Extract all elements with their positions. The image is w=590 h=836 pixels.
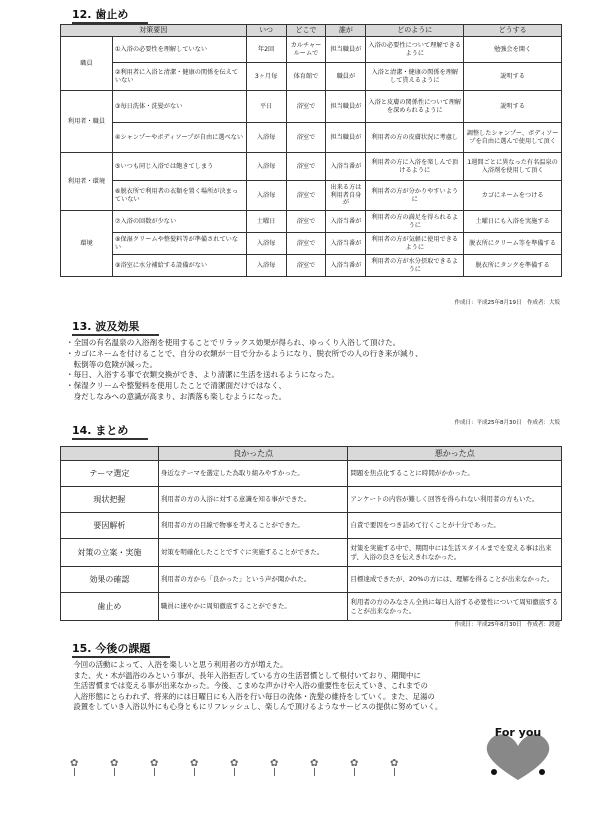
table-row — [61, 37, 562, 63]
cell: 説明する — [464, 63, 562, 91]
cell: カゴにネームをつける — [464, 181, 562, 211]
cell: テーマ選定 — [61, 461, 159, 487]
cell: 浴室で — [286, 91, 326, 123]
cell: 入浴当番が — [326, 233, 366, 255]
flower-icon — [310, 758, 320, 776]
s13-body: ・全国の有名温泉の入浴剤を使用することでリラックス効果が得られ、ゆっくり入浴して頂けた。 ・カゴにネームを付けることで、自分の衣類が一目で分かるようになり、脱衣所での人の行き来が減り、 転倒等の危険が減った。 ・毎日、入浴する事で衣類交換ができ、より清潔に生活を送れるようになった。 ・保湿クリームや整髪料を使用したことで清潔面だけではなく、 身だしなみへの意識が高まり、お洒落も楽しむようになった。 — [66, 338, 423, 401]
cell: 利用者の方に入浴を楽しんで頂けるように — [366, 153, 464, 181]
section-14-title: 14. まとめ — [72, 424, 129, 437]
table-header-row — [61, 25, 562, 37]
header-cell: いつ — [246, 25, 286, 37]
table-row — [61, 123, 562, 153]
cell: 利用者の方から「良かった」という声が聞かれた。 — [158, 567, 348, 593]
table-row — [61, 211, 562, 233]
table-row — [61, 461, 562, 487]
cell: 入浴毎 — [246, 153, 286, 181]
for-you-text: For you — [494, 726, 542, 739]
group-cell: 職員 — [61, 37, 113, 91]
flower-icon — [190, 758, 200, 776]
cell: 調整したシャンプー、ボディソープを自由に選んで使用して頂く — [464, 123, 562, 153]
group-cell: 利用者・職員 — [61, 91, 113, 153]
cell: 歯止め — [61, 593, 159, 621]
flower-icon — [150, 758, 160, 776]
cell: 利用者の方のみなさん全員に毎日入浴する必要性について周知徹底することが出来なかった。 — [348, 593, 562, 621]
flower-decoration — [70, 758, 400, 776]
cell: 勉強会を開く — [464, 37, 562, 63]
cell: 浴室で — [286, 255, 326, 277]
table-row — [61, 255, 562, 277]
cell: 浴室で — [286, 233, 326, 255]
header-cell — [61, 447, 159, 461]
table-row — [61, 593, 562, 621]
s12-meta: 作成日：平成25年8月19日 作成者：大坂 — [454, 300, 560, 306]
cell: ②利用者に入浴と清潔・健康の関係を伝えていない — [112, 63, 246, 91]
cell: 年2回 — [246, 37, 286, 63]
cell: 入浴毎 — [246, 123, 286, 153]
cell: 土曜日にも入浴を実施する — [464, 211, 562, 233]
table-row — [61, 63, 562, 91]
cell: 入浴当番が — [326, 255, 366, 277]
flower-icon — [110, 758, 120, 776]
cell: 入浴の必要性について理解できるように — [366, 37, 464, 63]
cell: 利用者の方の目線で物事を考えることができた。 — [158, 513, 348, 539]
cell: 利用者の方が水分摂取できるように — [366, 255, 464, 277]
group-cell: 環境 — [61, 211, 113, 277]
cell: 浴室で — [286, 153, 326, 181]
cell: 目標達成できたが、20%の方には、理解を得ることが出来なかった。 — [348, 567, 562, 593]
cell: 3ヶ月毎 — [246, 63, 286, 91]
cell: 脱衣所にクリーム等を準備する — [464, 233, 562, 255]
flower-icon — [230, 758, 240, 776]
cell: 入浴当番が — [326, 211, 366, 233]
cell: 担当職員が — [326, 123, 366, 153]
table-row — [61, 487, 562, 513]
flower-icon — [270, 758, 280, 776]
header-cell: どこで — [286, 25, 326, 37]
group-cell: 利用者・環境 — [61, 153, 113, 211]
cell: 身近なテーマを選定した為取り組みやすかった。 — [158, 461, 348, 487]
cell: 平日 — [246, 91, 286, 123]
table-row — [61, 539, 562, 567]
cell: ①入浴の必要性を理解していない — [112, 37, 246, 63]
figure-icon — [491, 769, 497, 775]
header-cell: 悪かった点 — [348, 447, 562, 461]
cell: 利用者の方が分かりやすいように — [366, 181, 464, 211]
cell: 対策の立案・実施 — [61, 539, 159, 567]
cell: 効果の確認 — [61, 567, 159, 593]
cell: 1週間ごとに異なった有名温泉の入浴剤を使用して頂く — [464, 153, 562, 181]
section-15-title: 15. 今後の課題 — [72, 642, 151, 655]
summary-table — [60, 446, 562, 621]
cell: ③毎日洗体・洗髪がない — [112, 91, 246, 123]
section-12-title: 12. 歯止め — [72, 8, 129, 21]
cell: 入浴と清潔・健康の関係を理解して貰えるように — [366, 63, 464, 91]
table-row — [61, 513, 562, 539]
cell: 対策を実施する中で、期間中には生活スタイルまでを変える事は出来ず、入浴の良さを伝えきれなかった。 — [348, 539, 562, 567]
cell: 土曜日 — [246, 211, 286, 233]
cell: 現状把握 — [61, 487, 159, 513]
cell: 入浴毎 — [246, 255, 286, 277]
for-you-heart-illustration — [478, 722, 558, 786]
cell: 説明する — [464, 91, 562, 123]
cell: ⑨浴室に水分補給する設備がない — [112, 255, 246, 277]
cell: 入浴毎 — [246, 181, 286, 211]
section-13-title: 13. 波及効果 — [72, 320, 140, 333]
table-header-row — [61, 447, 562, 461]
table-row — [61, 181, 562, 211]
cell: ⑥脱衣所で利用者の衣類を置く場所が決まっていない — [112, 181, 246, 211]
cell: 職員に速やかに周知徹底することができた。 — [158, 593, 348, 621]
cell: 利用者の方の皮膚状況に考慮し — [366, 123, 464, 153]
cell: 担当職員が — [326, 91, 366, 123]
cell: 利用者の方が気軽に使用できるように — [366, 233, 464, 255]
cell: ④シャンプーやボディソープが自由に選べない — [112, 123, 246, 153]
header-cell: どのように — [366, 25, 464, 37]
cell: アンケートの内容が難しく回答を得られない利用者の方もいた。 — [348, 487, 562, 513]
cell: 対策を明確化したことですぐに実施することができた。 — [158, 539, 348, 567]
cell: 入浴と皮膚の関係性について理解を深められるように — [366, 91, 464, 123]
cell: 体育館で — [286, 63, 326, 91]
cell: 職員が — [326, 63, 366, 91]
s15-body: 今回の活動によって、入浴を楽しいと思う利用者の方が増えた。 また、火・木が温浴のみという事が、長年入浴拒否している方の生活習慣として根付いており、期間中に 生活習慣までは変える事が出来なかった。今後、こまめな声かけや入浴の重要性を伝えていき、これまでの 入浴形態にとらわれず、将来的には日曜日にも入浴を行い毎日の洗体・洗髪の維持をしていく。また、足湯の 設置をしていき入浴以外にも心身ともにリフレッシュし、楽しんで頂けるようなサービスの提供に努めていく。 — [73, 660, 443, 712]
cell: 脱衣所にタンクを準備する — [464, 255, 562, 277]
cell: 浴室で — [286, 123, 326, 153]
table-row — [61, 91, 562, 123]
header-cell: 誰が — [326, 25, 366, 37]
cell: 問題を焦点化することに時間がかかった。 — [348, 461, 562, 487]
table-row — [61, 153, 562, 181]
cell: 利用者の方の入浴に対する意識を知る事ができた。 — [158, 487, 348, 513]
cell: 担当職員が — [326, 37, 366, 63]
cell: 利用者の方の満足を得られるように — [366, 211, 464, 233]
cell: ⑦入浴の回数が少ない — [112, 211, 246, 233]
flower-icon — [350, 758, 360, 776]
cell: 浴室で — [286, 181, 326, 211]
header-cell: 対策要因 — [61, 25, 247, 37]
cell: カルチャールームで — [286, 37, 326, 63]
s14-meta: 作成日：平成25年8月30日 作成者：渡邉 — [454, 622, 560, 628]
cell: 出来る方は利用者自身が — [326, 181, 366, 211]
header-cell: 良かった点 — [158, 447, 348, 461]
cell: 浴室で — [286, 211, 326, 233]
cell: 入浴毎 — [246, 233, 286, 255]
cell: ⑤いつも同じ入浴では飽きてしまう — [112, 153, 246, 181]
cell: ⑧保湿クリームや整髪料等が準備されていない — [112, 233, 246, 255]
prevention-table — [60, 24, 562, 277]
table-row — [61, 567, 562, 593]
cell: 要因解析 — [61, 513, 159, 539]
flower-icon — [70, 758, 80, 776]
header-cell: どうする — [464, 25, 562, 37]
cell: 自責で要因をつき詰めて行くことが十分であった。 — [348, 513, 562, 539]
figure-icon — [539, 769, 545, 775]
cell: 入浴当番が — [326, 153, 366, 181]
flower-icon — [390, 758, 400, 776]
table-row — [61, 233, 562, 255]
s13-meta: 作成日：平成25年8月30日 作成者：大坂 — [454, 420, 560, 426]
